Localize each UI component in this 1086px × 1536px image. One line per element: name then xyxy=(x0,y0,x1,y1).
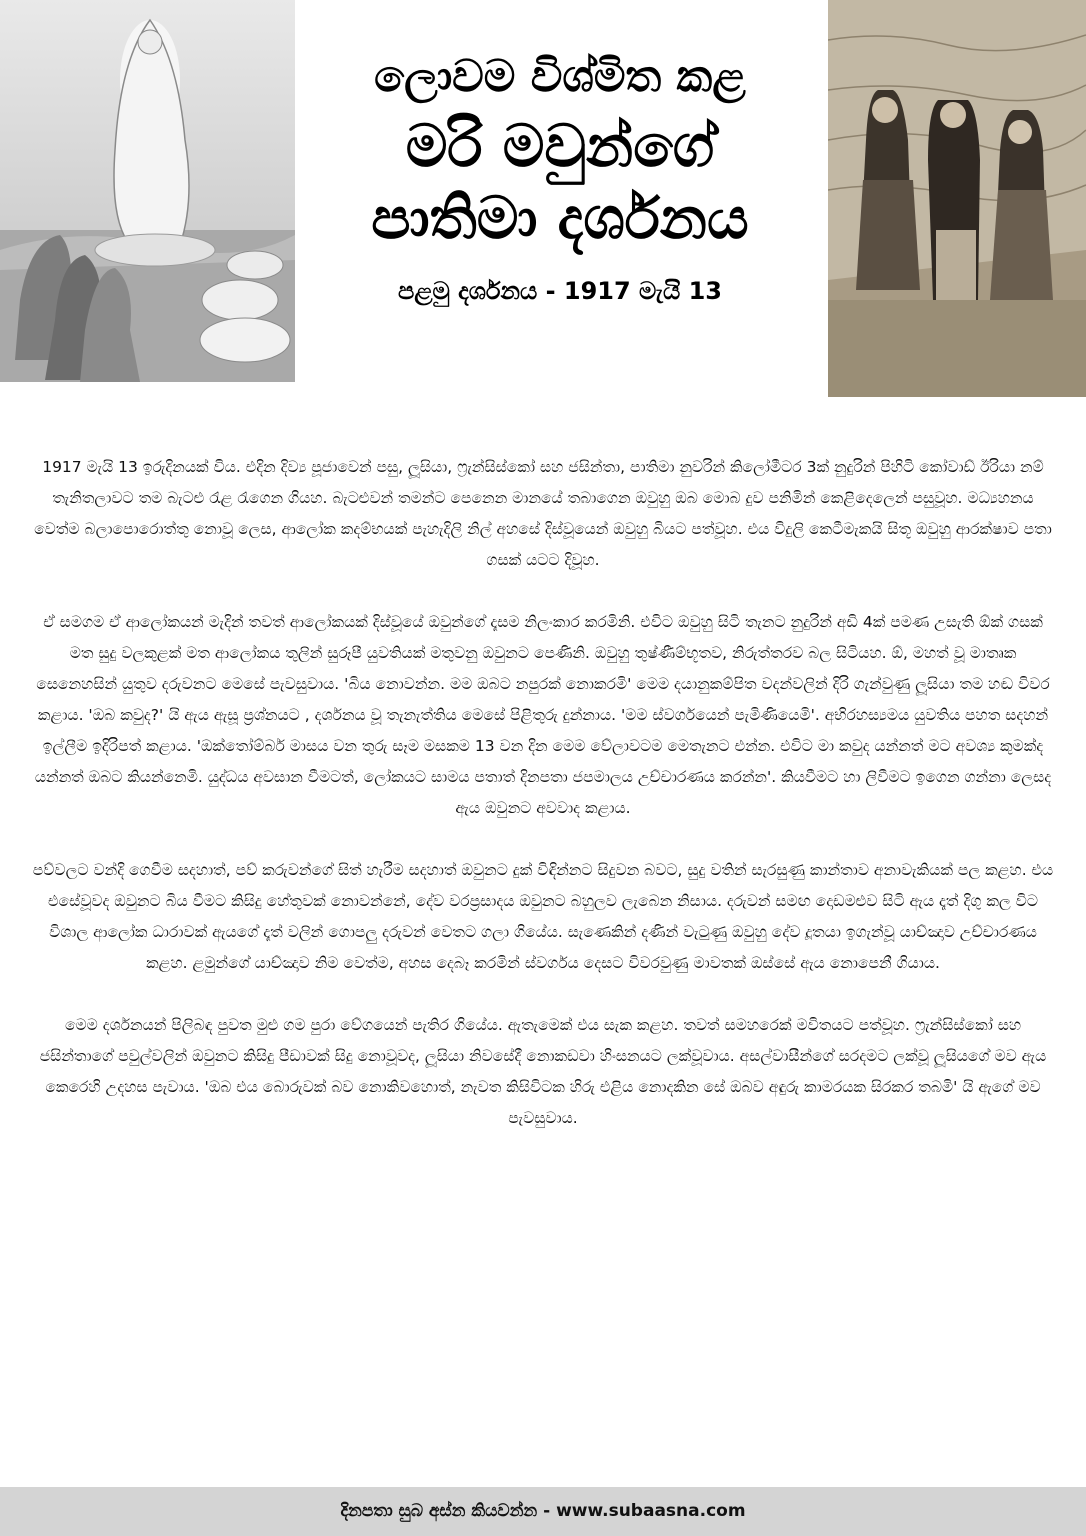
children-photograph xyxy=(828,0,1086,397)
article-paragraph-4: මෙම දර්ශනයන් පිලිබඳ පුවත මුළු ගම පුරා වේගයෙන් පැතිර ගියේය. ඇතැමෙක් එය සැක කළහ. තවත් සමහරෙක් මවිතයට පත්වූහ. ෆ්‍රැන්සිස්කෝ සහ ජසින්තාගේ පවුල්වලින් ඔවුනට කිසිදු පීඩාවක් සිදු නොවූවද, ලූසියා නිවසේදී නොකඩවා හිංසනයට ලක්වූවාය. අසල්වාසීන්ගේ සරදමට ලක්වූ ලූසියගේ මව ඇය කෙරෙහි උදහස පැවාය. 'ඔබ එය බොරුවක් බව නොකිවහොත්, නැවත කිසිවිටක හිරු එළිය නොදකින සේ ඔබව අඳුරු කාමරයක සිරකර තබමි' යි ඇගේ මව පැවසුවාය. xyxy=(39,1016,1047,1127)
title-line-2: මරි මවුන්ගේ xyxy=(405,111,715,180)
header xyxy=(0,0,1086,400)
subtitle: පළමු දර්ශනය - 1917 මැයි 13 xyxy=(397,276,722,305)
article-body xyxy=(30,452,1056,1165)
title-block xyxy=(300,52,820,306)
article-paragraph-3: පව්වලට වන්දි ගෙවීම සදහාත්, පව් කරුවන්ගේ සිත් හැරීම සදහාත් ඔවුනට දුක් විඳින්නට සිදුවන බවට, සුදු වතින් සැරසුණු කාන්තාව අනාවැකියක් පල කළහ. එය එසේවූවද ඔවුනට බිය වීමට කිසිදු හේතුවක් නොවන්නේ, දේව වරප්‍රසාදය ඔවුනට බහුලව ලැබෙන නිසාය. දරුවන් සමඟ දොඩමළුව සිටි ඇය දෑත් දිගු කල විට විශාල ආලෝක ධාරාවක් ඇයගේ දෑත් වලින් ගොපලු දරුවන් වෙතට ගලා ගියේය. සැණෙකින් දණින් වැටුණු ඔවුහු දේව දූතයා ඉගැන්වූ යාච්ඤාව උච්චාරණය කළහ. ළමුන්ගේ යාච්ඤාව නිම වෙත්ම, අහස දෙබෑ කරමින් ස්වර්ගය දෙසට විවරවුණු මාවතක් ඔස්සේ ඇය නොපෙනී ගියාය. xyxy=(32,861,1054,972)
title-line-1: ලොවම විශ්මිත කළ xyxy=(374,51,746,102)
article-paragraph-2: ඒ සමගම ඒ ආලෝකයන් මැදින් තවත් ආලෝකයක් දිස්වූයේ ඔවුන්ගේ දෑසම නිලංකාර කරමිනි. එවිට ඔවුහු සිටි තැනට නුදුරින් අඩි 4ක් පමණ උසැති ඕක් ගසක් මත සුදු වලකුළක් මත ආලෝකය තුලින් සුරූපී යුවතියක් මතුවනු ඔවුනට පෙණිනි. ඔවුහු තුෂ්ණීම්භූතව, නිරුත්තරව බල සිටියහ. ඕ, මහත් වූ මාතෘක සෙනෙහසින් යුතුව දරුවනට මෙසේ පැවසුවාය. 'බිය නොවන්න. මම ඔබට නපුරක් නොකරමි' මෙම දයානුකම්පිත වදන්වලින් දිරි ගැන්වුණු ලූසියා තම හඬ විවර කළාය. 'ඔබ කවුද?' යි ඇය ඇසූ ප්‍රශ්නයට , දර්ශනය වූ තැනැත්තිය මෙසේ පිළිතුරු දුන්නාය. 'මම ස්වර්ගයෙන් පැමිණියෙමි'. අභිරහස්‍යමය යුවතිය පහත සදහන් ඉල්ලීම ඉදිරිපත් කළාය. 'ඔක්තෝම්බර් මාසය වන තුරු සෑම මසකම 13 වන දින මෙම වේලාවටම මෙතැනට එන්න. එවිට මා කවුද යන්නත් මට අවශ්‍ය කුමක්ද යන්නත් ඔබට කියන්නෙමි. යුද්ධය අවසාන වීමටත්, ලෝකයට සාමය පතාත් දිනපතා ජපමාලය උච්චාරණය කරන්න'. කියවීමට හා ලිවීමට ඉගෙන ගන්නා ලෙසද ඇය ඔවුනට අවවාද කළාය. xyxy=(34,613,1052,817)
apparition-illustration xyxy=(0,0,295,382)
footer-text: දිනපතා සුබ අස්න කියවන්න - www.subaasna.com xyxy=(340,1501,746,1521)
footer-bar xyxy=(0,1487,1086,1536)
title-line-3: පාතිමා දර්ශනය xyxy=(371,184,749,253)
article-paragraph-1: 1917 මැයි 13 ඉරුදිනයක් විය. එදින දිව්‍ය පූජාවෙන් පසු, ලූසියා, ෆ්‍රැන්සිස්කෝ සහ ජසින්තා, පාතිමා නුවරින් කිලෝමීටර 3ක් නුදුරින් පිහිටි කෝවාඩ් ඊරියා නම් තැනිතලාවට තම බැටළු රැළ රැගෙන ගියහ. බැටළුවන් තමන්ට පෙනෙන මානයේ තබාගෙන ඔවුහු ඔබ මොබ දුව පනිමින් කෙළිදෙලෙන් පසුවූහ. මධ්‍යහනය වෙත්ම බලාපොරොත්තු නොවූ ලෙස, ආලෝක කදම්භයක් පැහැදිලි නිල් අහසේ දිස්වූයෙන් ඔවුහු බියට පත්වූහ. එය විදුලි කෙටීමැකයි සිතූ ඔවුහු ආරක්ෂාව පතා ගසක් යටට දිවූහ. xyxy=(34,458,1052,569)
